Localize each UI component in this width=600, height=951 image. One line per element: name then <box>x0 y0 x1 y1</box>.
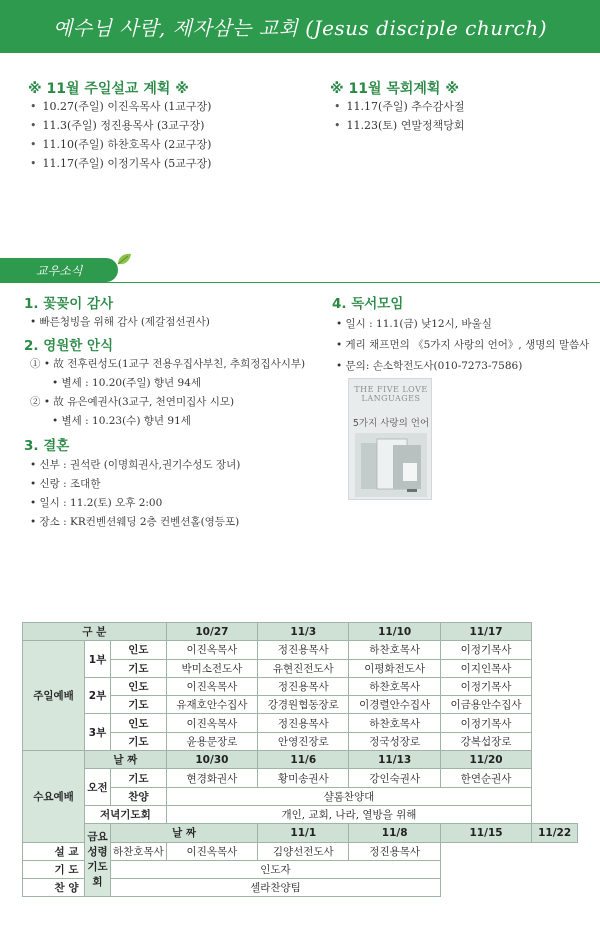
table-cell: 김양선전도사 <box>258 842 349 860</box>
book-illustration <box>355 433 427 497</box>
table-cell: 정국성장로 <box>349 732 440 750</box>
funeral-line: ① • 故 전후린성도(1교구 전용우집사부친, 추희정집사시부) <box>30 358 306 370</box>
book-title-ko: 5가지 사랑의 언어 <box>352 418 430 429</box>
page-title: 예수님 사람, 제자삼는 교회 (Jesus disciple church) <box>52 16 548 40</box>
table-cell: 이평화전도사 <box>349 659 440 677</box>
table-cell: 유재호안수집사 <box>166 696 257 714</box>
table-header-cell: 11/1 <box>258 824 349 842</box>
schedule-table <box>22 622 578 897</box>
table-cell: 정진용목사 <box>349 842 440 860</box>
evening-prayer-label: 저녁기도회 <box>85 805 167 823</box>
table-cell: 유현진전도사 <box>258 659 349 677</box>
news-section-label: 교우소식 <box>36 264 83 278</box>
table-header-cell: 11/20 <box>440 751 531 769</box>
table-cell: 이금용안수집사 <box>440 696 531 714</box>
date-label: 날 짜 <box>85 751 167 769</box>
book-cover-image <box>348 378 432 500</box>
table-cell: 이진옥목사 <box>166 714 257 732</box>
table-header-cell: 11/10 <box>349 623 440 641</box>
role-label: 기 도 <box>23 860 111 878</box>
role-label: 인도 <box>111 641 167 659</box>
table-header-cell: 11/3 <box>258 623 349 641</box>
reading-line: • 문의: 손소학전도사(010-7273-7586) <box>336 360 523 372</box>
reading-line: • 일시 : 11.1(금) 낮12시, 바울실 <box>336 318 492 330</box>
pastoral-plan-heading: ※ 11월 목회계획 ※ <box>330 81 459 97</box>
service-label: 2부 <box>85 677 111 714</box>
table-cell: 이지인목사 <box>440 659 531 677</box>
table-header-cell: 11/6 <box>258 751 349 769</box>
list-item: • 11.10(주일) 하찬호목사 (2교구장) <box>30 135 211 154</box>
reading-line: • 게리 채프먼의 《5가지 사랑의 언어》, 생명의 말씀사 <box>336 339 590 351</box>
friday-service-label: 금요성령 기도회 <box>85 824 111 897</box>
role-label: 찬양 <box>111 787 167 805</box>
table-cell: 이진옥목사 <box>166 677 257 695</box>
table-cell: 이진옥목사 <box>166 842 257 860</box>
role-label: 기도 <box>111 732 167 750</box>
morning-label: 오전 <box>85 769 111 806</box>
funeral-line: ② • 故 유은예권사(3교구, 천연미집사 시모) <box>30 396 235 408</box>
table-header-cell: 10/30 <box>166 751 257 769</box>
pastoral-plan-list <box>334 97 464 135</box>
table-cell: 현경화권사 <box>166 769 257 787</box>
table-cell: 강인숙권사 <box>349 769 440 787</box>
table-cell: 이정기목사 <box>440 677 531 695</box>
wedding-heading: 3. 결혼 <box>24 438 70 454</box>
wedding-line: • 일시 : 11.2(토) 오후 2:00 <box>30 497 163 509</box>
date-label: 날 짜 <box>111 824 258 842</box>
wednesday-service-label: 수요예배 <box>23 751 85 842</box>
list-item: • 11.17(주일) 이정기목사 (5교구장) <box>30 154 211 173</box>
funeral-line: • 별세 : 10.23(수) 향년 91세 <box>52 415 191 427</box>
role-label: 기도 <box>111 696 167 714</box>
table-header-cell: 11/22 <box>532 824 578 842</box>
wedding-line: • 장소 : KR컨벤션웨딩 2층 컨벤션홀(영등포) <box>30 516 240 528</box>
list-item: • 10.27(주일) 이진옥목사 (1교구장) <box>30 97 211 116</box>
table-cell: 샬롬찬양대 <box>166 787 532 805</box>
sunday-service-label: 주일예배 <box>23 641 85 751</box>
funeral-line: • 별세 : 10.20(주일) 향년 94세 <box>52 377 202 389</box>
list-item: • 11.23(토) 연말정책당회 <box>334 116 464 135</box>
table-cell: 황미송권사 <box>258 769 349 787</box>
funeral-heading: 2. 영원한 안식 <box>24 338 114 354</box>
wedding-line: • 신랑 : 조대한 <box>30 478 101 490</box>
table-cell: 강경원협동장로 <box>258 696 349 714</box>
role-label: 설 교 <box>23 842 111 860</box>
list-item: • 11.3(주일) 정진용목사 (3교구장) <box>30 116 211 135</box>
table-cell: 이정기목사 <box>440 641 531 659</box>
table-header-cell: 11/13 <box>349 751 440 769</box>
flowers-line: • 빠른청빙을 위해 감사 (제갈점선권사) <box>30 316 210 328</box>
table-cell: 강복섭장로 <box>440 732 531 750</box>
news-section-tab <box>0 258 118 282</box>
role-label: 인도 <box>111 677 167 695</box>
wedding-line: • 신부 : 권석란 (이명희권사,권기수성도 장녀) <box>30 459 241 471</box>
table-header-cell: 10/27 <box>166 623 257 641</box>
service-label: 3부 <box>85 714 111 751</box>
table-cell: 인도자 <box>111 860 441 878</box>
leaf-icon <box>116 252 132 266</box>
sermon-plan-list <box>30 97 211 173</box>
table-cell: 정진용목사 <box>258 641 349 659</box>
divider <box>0 282 600 283</box>
table-cell: 이진옥목사 <box>166 641 257 659</box>
table-header-cell: 11/15 <box>440 824 531 842</box>
table-cell: 정진용목사 <box>258 714 349 732</box>
role-label: 찬 양 <box>23 879 111 897</box>
list-item: • 11.17(주일) 추수감사절 <box>334 97 464 116</box>
service-label: 1부 <box>85 641 111 678</box>
book-title-en: THE FIVE LOVE LANGUAGES <box>354 385 428 403</box>
role-label: 기도 <box>111 769 167 787</box>
table-cell: 정진용목사 <box>258 677 349 695</box>
role-label: 인도 <box>111 714 167 732</box>
header-bar <box>0 0 600 53</box>
table-cell: 하찬호목사 <box>111 842 167 860</box>
table-header-cell: 11/17 <box>440 623 531 641</box>
table-cell: 셀라찬양팀 <box>111 879 441 897</box>
table-cell: 이경렬안수집사 <box>349 696 440 714</box>
table-cell: 이정기목사 <box>440 714 531 732</box>
reading-heading: 4. 독서모임 <box>332 296 404 312</box>
table-cell: 하찬호목사 <box>349 677 440 695</box>
table-header-cell: 11/8 <box>349 824 440 842</box>
table-cell: 하찬호목사 <box>349 714 440 732</box>
table-header-cell: 구 분 <box>23 623 167 641</box>
table-cell: 하찬호목사 <box>349 641 440 659</box>
table-cell: 윤용문장로 <box>166 732 257 750</box>
table-cell: 박미소전도사 <box>166 659 257 677</box>
table-cell: 한연순권사 <box>440 769 531 787</box>
table-cell: 안영진장로 <box>258 732 349 750</box>
role-label: 기도 <box>111 659 167 677</box>
table-cell: 개인, 교회, 나라, 열방을 위해 <box>166 805 532 823</box>
sermon-plan-heading: ※ 11월 주일설교 계획 ※ <box>28 81 189 97</box>
flowers-heading: 1. 꽃꽂이 감사 <box>24 296 114 312</box>
